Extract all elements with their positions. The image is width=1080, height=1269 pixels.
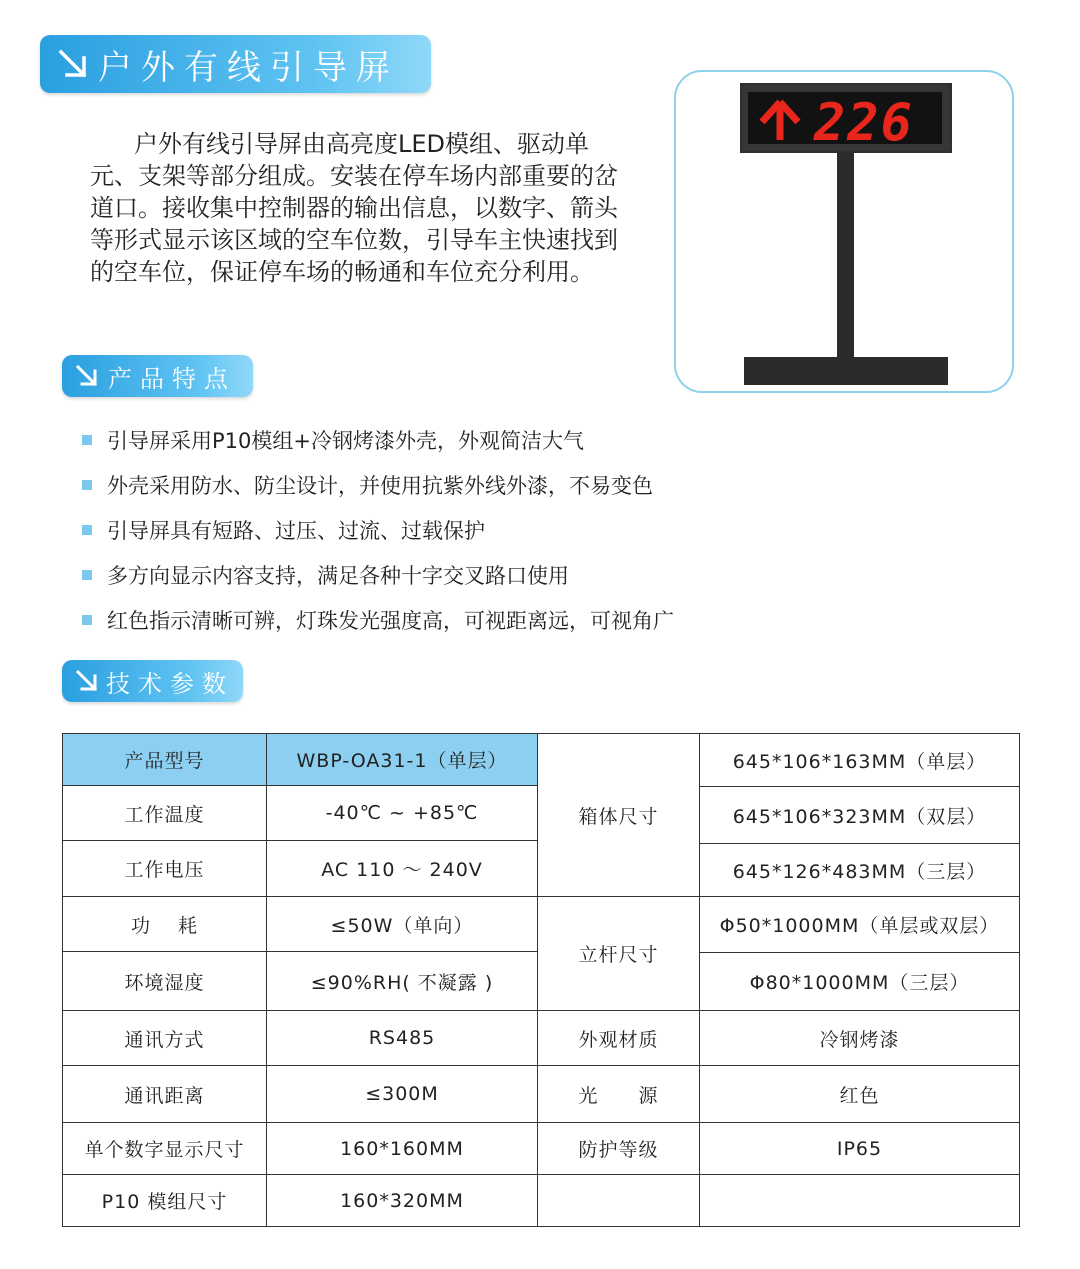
bullet-icon: [82, 525, 92, 535]
bullet-icon: [82, 480, 92, 490]
model-value: WBP-OA31-1（单层）: [267, 734, 538, 786]
arrow-down-right-icon: [74, 363, 100, 389]
specs-title-tab: [62, 660, 243, 702]
feature-item: 红色指示清晰可辨，灯珠发光强度高，可视距离远，可视角广: [82, 597, 674, 642]
specs-title: 技术参数: [106, 669, 234, 698]
pole-size-small: Φ50*1000MM（单层或双层）: [700, 897, 1019, 953]
table-row: [63, 1011, 1020, 1066]
led-number-display: 226: [814, 93, 914, 153]
material-value: 冷钢烤漆: [700, 1011, 1020, 1066]
empty-cell: [700, 1175, 1020, 1227]
ip-value: IP65: [700, 1123, 1020, 1175]
box-size-single: 645*106*163MM（单层）: [700, 734, 1019, 787]
digit-size-value: 160*160MM: [267, 1123, 538, 1175]
table-row: [63, 1123, 1020, 1175]
light-value: 红色: [700, 1066, 1020, 1123]
power-label: 功 耗: [63, 897, 267, 952]
material-label: 外观材质: [538, 1011, 700, 1066]
features-title: 产品特点: [108, 364, 236, 393]
pole-size-values: [700, 897, 1020, 1011]
led-guide-screen-illustration: [676, 72, 1012, 391]
voltage-value: AC 110 ～ 240V: [267, 841, 538, 897]
distance-value: ≤300M: [267, 1066, 538, 1123]
model-label: 产品型号: [63, 734, 267, 786]
main-title-tab: [40, 35, 431, 93]
feature-item: 外壳采用防水、防尘设计，并使用抗紫外线外漆，不易变色: [82, 462, 674, 507]
bullet-icon: [82, 570, 92, 580]
features-list: [82, 417, 674, 642]
product-image-frame: [674, 70, 1014, 393]
comm-label: 通讯方式: [63, 1011, 267, 1066]
ip-label: 防护等级: [538, 1123, 700, 1175]
box-size-triple: 645*126*483MM（三层）: [732, 860, 987, 883]
features-title-tab: [62, 355, 253, 397]
specs-table: [62, 733, 1020, 1227]
humidity-value: ≤90%RH( 不凝露 ): [267, 952, 538, 1011]
box-size-values: [700, 734, 1020, 897]
table-row: [63, 1066, 1020, 1123]
voltage-label: 工作电压: [63, 841, 267, 897]
distance-label: 通讯距离: [63, 1066, 267, 1123]
bullet-icon: [82, 615, 92, 625]
power-value: ≤50W（单向）: [267, 897, 538, 952]
arrow-down-right-icon: [74, 668, 100, 694]
intro-paragraph: 户外有线引导屏由高亮度LED模组、驱动单元、支架等部分组成。安装在停车场内部重要的岔道口。接收集中控制器的输出信息，以数字、箭头等形式显示该区域的空车位数，引导车主快速找到的空车位，保证停车场的畅通和车位充分利用。: [90, 130, 618, 286]
module-size-value: 160*320MM: [267, 1175, 538, 1227]
feature-item: 引导屏采用P10模组+冷钢烤漆外壳，外观简洁大气: [82, 417, 674, 462]
table-row: [63, 897, 1020, 952]
arrow-down-right-icon: [56, 47, 90, 81]
main-title: 户外有线引导屏: [98, 47, 399, 88]
bullet-icon: [82, 435, 92, 445]
pole-size-label: 立杆尺寸: [538, 897, 700, 1011]
feature-item: 引导屏具有短路、过压、过流、过载保护: [82, 507, 674, 552]
temp-value: -40℃ ~ +85℃: [267, 786, 538, 841]
humidity-label: 环境湿度: [63, 952, 267, 1011]
temp-label: 工作温度: [63, 786, 267, 841]
table-row: [63, 1175, 1020, 1227]
light-label: 光 源: [538, 1066, 700, 1123]
empty-cell: [538, 1175, 700, 1227]
box-size-double: 645*106*323MM（双层）: [700, 787, 1019, 844]
pole-size-large: Φ80*1000MM（三层）: [749, 972, 970, 994]
module-size-label: P10 模组尺寸: [63, 1175, 267, 1227]
table-row: [63, 734, 1020, 786]
feature-item: 多方向显示内容支持，满足各种十字交叉路口使用: [82, 552, 674, 597]
comm-value: RS485: [267, 1011, 538, 1066]
digit-size-label: 单个数字显示尺寸: [63, 1123, 267, 1175]
box-size-label: 箱体尺寸: [538, 734, 700, 897]
